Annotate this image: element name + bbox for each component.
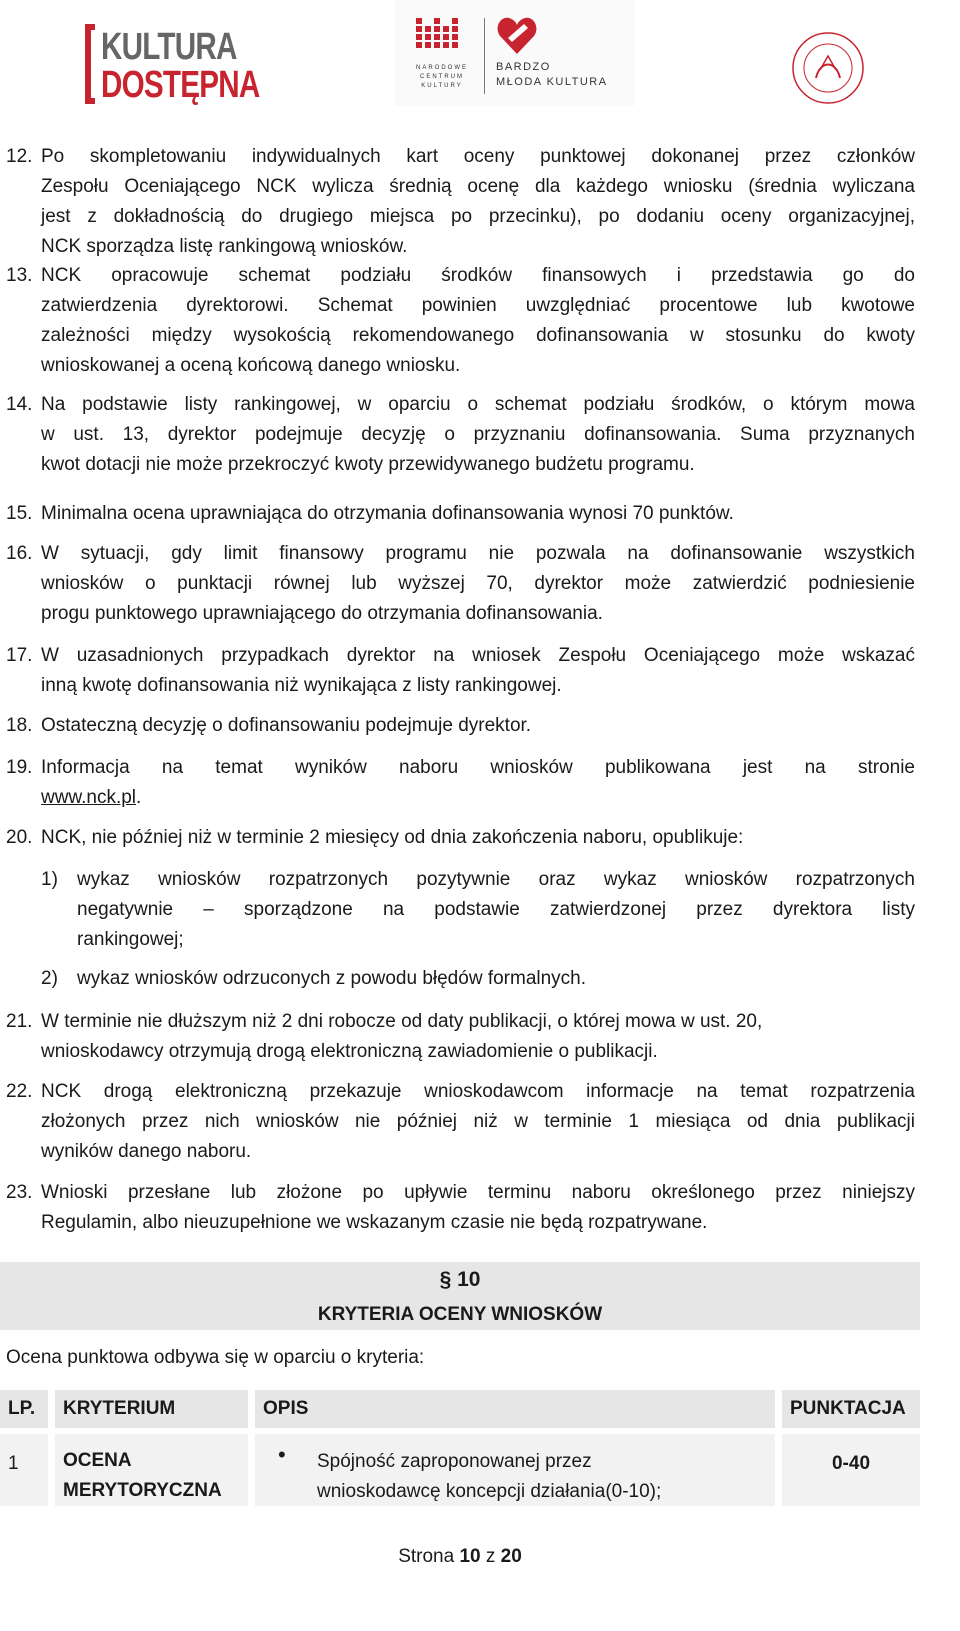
bardzo-mloda-kultura-logo [496,14,606,94]
footer-separator: z [480,1546,501,1567]
table-header-lp: LP. [0,1390,48,1428]
logo-word-2: DOSTĘPNA [101,64,260,106]
paragraph-number: 14. [6,394,33,415]
paragraph-line: Po skompletowaniu indywidualnych kart oceny punktowej dokonanej przez członków [41,146,915,167]
paragraph-line: wnioskodawcy otrzymują drogą elektroniczną zawiadomienie o publikacji. [41,1041,658,1062]
nck-emblem-icon [412,14,472,60]
paragraph-line: negatywnie – sporządzone na podstawie zatwierdzonej przez dyrektora listy [77,899,915,920]
nck-website-link[interactable]: www.nck.pl [41,787,137,808]
logo-bracket [85,24,95,104]
paragraph-number: 18. [6,715,33,736]
logo-word-1: KULTURA [101,26,237,68]
logo-divider [484,18,485,94]
nck-logo [412,14,472,94]
paragraph-line: zależności między wysokością rekomendowanego dofinansowania w stosunku do kwoty [41,325,915,346]
paragraph-line: NCK opracowuje schemat podziału środków finansowych i przedstawia go do [41,265,915,286]
bmk-line-1: BARDZO [496,61,551,73]
paragraph-line: złożonych przez nich wniosków nie później niż w terminie 1 miesiąca od dnia publikacji [41,1111,915,1132]
paragraph-line: Ostateczną decyzję o dofinansowaniu podejmuje dyrektor. [41,715,532,736]
table-header-kryterium: KRYTERIUM [55,1390,248,1428]
paragraph-line: rankingowej; [77,929,184,950]
opis-line-1: Spójność zaproponowanej przez [317,1451,592,1472]
paragraph-line: w ust. 13, dyrektor podejmuje decyzję o przyznaniu dofinansowania. Suma przyznanych [41,424,915,445]
paragraph-number: 21. [6,1011,33,1032]
bullet-icon: • [278,1442,286,1467]
paragraph-line: NCK drogą elektroniczną przekazuje wnioskodawcom informacje na temat rozpatrzenia [41,1081,915,1102]
kryterium-line-2: MERYTORYCZNA [63,1480,222,1501]
bmk-logo-text [496,60,608,90]
section-subtitle: KRYTERIA OCENY WNIOSKÓW [317,1304,603,1325]
paragraph-number: 1) [41,869,58,890]
paragraph-number: 22. [6,1081,33,1102]
paragraph-line: Minimalna ocena uprawniająca do otrzymania dofinansowania wynosi 70 punktów. [41,503,734,524]
footer-prefix: Strona [398,1546,460,1567]
paragraph-line: wnioskowanej a oceną końcową danego wniosku. [41,355,461,376]
footer-page-total: 20 [500,1546,522,1567]
paragraph-line: wykaz wniosków rozpatrzonych pozytywnie oraz wykaz wniosków rozpatrzonych [77,869,915,890]
paragraph-number: 17. [6,645,33,666]
bmk-line-2: MŁODA KULTURA [496,76,608,88]
paragraph-line: W terminie nie dłuższym niż 2 dni robocze od daty publikacji, o której mowa w ust. 20, [41,1011,763,1032]
paragraph-number: 20. [6,827,33,848]
paragraph-line: wniosków o punktacji równej lub wyższej 70, dyrektor może zatwierdzić podniesienie [41,573,915,594]
paragraph-line: wyników danego naboru. [41,1141,252,1162]
obywatele-kultury-seal-icon [790,30,866,106]
paragraph-line: jest z dokładnością do drugiego miejsca po przecinku), po dodaniu oceny organizacyjnej, [41,206,915,227]
criteria-intro: Ocena punktowa odbywa się w oparciu o kryteria: [6,1347,425,1368]
kultura-dostepna-logo [85,24,260,106]
kryterium-line-1: OCENA [63,1450,132,1471]
paragraph-line: NCK sporządza listę rankingową wniosków. [41,236,408,257]
paragraph-number: 23. [6,1182,33,1203]
table-cell-lp: 1 [0,1434,48,1506]
paragraph-number: 15. [6,503,33,524]
paragraph-number: 16. [6,543,33,564]
paragraph-line: kwot dotacji nie może przekroczyć kwoty przewidywanego budżetu programu. [41,454,695,475]
table-cell-punktacja: 0-40 [782,1434,920,1506]
paragraph-line: W sytuacji, gdy limit finansowy programu nie pozwala na dofinansowanie wszystkich [41,543,915,564]
paragraph-line: Na podstawie listy rankingowej, w oparciu o schemat podziału środków, o którym mowa [41,394,915,415]
heart-pen-icon [496,14,538,58]
paragraph-number: 12. [6,146,33,167]
nck-line-3: KULTURY [421,83,463,89]
paragraph-line: NCK, nie później niż w terminie 2 miesięcy od dnia zakończenia naboru, opublikuje: [41,827,744,848]
paragraph-line: inną kwotę dofinansowania niż wynikająca z listy rankingowej. [41,675,562,696]
paragraph-number: 13. [6,265,33,286]
paragraph-number: 19. [6,757,33,778]
paragraph-line: Regulamin, albo nieuzupełnione we wskazanym czasie nie będą rozpatrywane. [41,1212,708,1233]
opis-text [317,1447,661,1507]
paragraph-line: wykaz wniosków odrzuconych z powodu błędów formalnych. [77,968,587,989]
paragraph-number: 2) [41,968,58,989]
table-cell-kryterium [55,1434,248,1506]
opis-line-2: wnioskodawcę koncepcji działania(0-10); [317,1481,662,1502]
table-header-opis: OPIS [255,1390,775,1428]
nck-line-1: NARODOWE [416,65,468,71]
footer-page-number: 10 [459,1546,481,1567]
section-title: § 10 [439,1268,481,1291]
paragraph-line: Zespołu Oceniającego NCK wylicza średnią ocenę dla każdego wniosku (średnia wyliczana [41,176,915,197]
page-header [0,0,960,125]
paragraph-line: Informacja na temat wyników naboru wniosków publikowana jest na stronie [41,757,915,778]
paragraph-line: Wnioski przesłane lub złożone po upływie terminu naboru określonego przez niniejszy [41,1182,915,1203]
page-footer [0,1542,920,1572]
paragraph-line: www.nck.pl. [41,787,142,808]
table-header-punktacja: PUNKTACJA [782,1390,920,1428]
paragraph-line: progu punktowego uprawniającego do otrzymania dofinansowania. [41,603,603,624]
nck-logo-text [412,64,472,91]
paragraph-line: zatwierdzenia dyrektorowi. Schemat powinien uwzględniać procentowe lub kwotowe [41,295,915,316]
paragraph-line: W uzasadnionych przypadkach dyrektor na wniosek Zespołu Oceniającego może wskazać [41,645,915,666]
nck-line-2: CENTRUM [420,74,464,80]
